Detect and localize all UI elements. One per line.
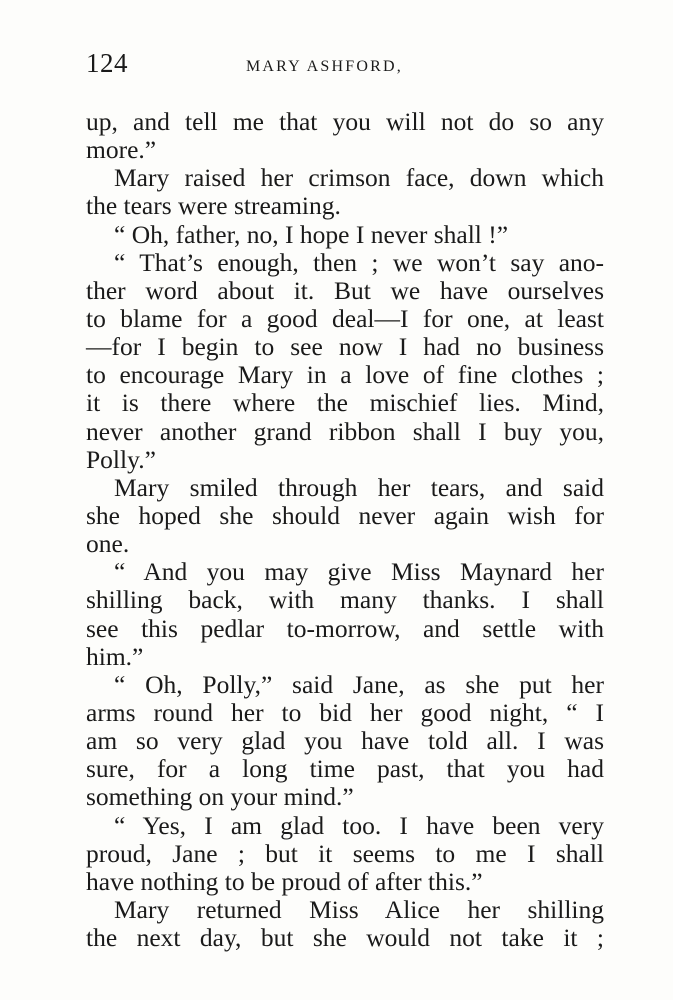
text-line: more.” <box>86 135 157 165</box>
running-head: MARY ASHFORD, <box>246 58 403 75</box>
page-number: 124 <box>86 48 128 78</box>
text-line: proud, Jane ; but it seems to me I shall <box>86 838 604 868</box>
text-line: it is there where the mischief lies. Mind, <box>86 388 604 418</box>
text-line: am so very glad you have told all. I was <box>86 726 604 756</box>
text-line: up, and tell me that you will not do so any <box>86 107 604 136</box>
text-line: “ That’s enough, then ; we won’t say ano- <box>114 247 604 277</box>
text-line: —for I begin to see now I had no business <box>86 332 604 362</box>
text-line: to encourage Mary in a love of fine clothes ; <box>86 360 604 390</box>
text-line: something on your mind.” <box>86 782 354 812</box>
body-text <box>86 108 604 952</box>
text-line: Mary raised her crimson face, down which <box>114 163 604 193</box>
text-line: the tears were streaming. <box>86 191 341 221</box>
text-line: “ And you may give Miss Maynard her <box>114 557 604 587</box>
text-line: Mary smiled through her tears, and said <box>114 472 604 502</box>
text-line: she hoped she should never again wish for <box>86 500 604 530</box>
text-line: him.” <box>86 641 144 671</box>
text-line: sure, for a long time past, that you had <box>86 754 604 784</box>
text-line: arms round her to bid her good night, “ I <box>86 697 604 727</box>
text-line: never another grand ribbon shall I buy you, <box>86 416 604 446</box>
text-line: “ Oh, father, no, I hope I never shall !” <box>114 219 509 249</box>
text-line: one. <box>86 529 130 559</box>
text-line: Mary returned Miss Alice her shilling <box>114 894 604 924</box>
text-line: “ Yes, I am glad too. I have been very <box>114 810 604 840</box>
text-line: the next day, but she would not take it ; <box>86 923 604 953</box>
text-line: ther word about it. But we have ourselves <box>86 275 604 305</box>
text-line: to blame for a good deal—I for one, at least <box>86 303 604 333</box>
text-line: see this pedlar to-morrow, and settle with <box>86 613 604 643</box>
text-line: Polly.” <box>86 444 156 474</box>
text-line: have nothing to be proud of after this.” <box>86 866 483 896</box>
text-line: “ Oh, Polly,” said Jane, as she put her <box>114 669 604 699</box>
text-line: shilling back, with many thanks. I shall <box>86 585 604 615</box>
page-header <box>86 46 606 86</box>
